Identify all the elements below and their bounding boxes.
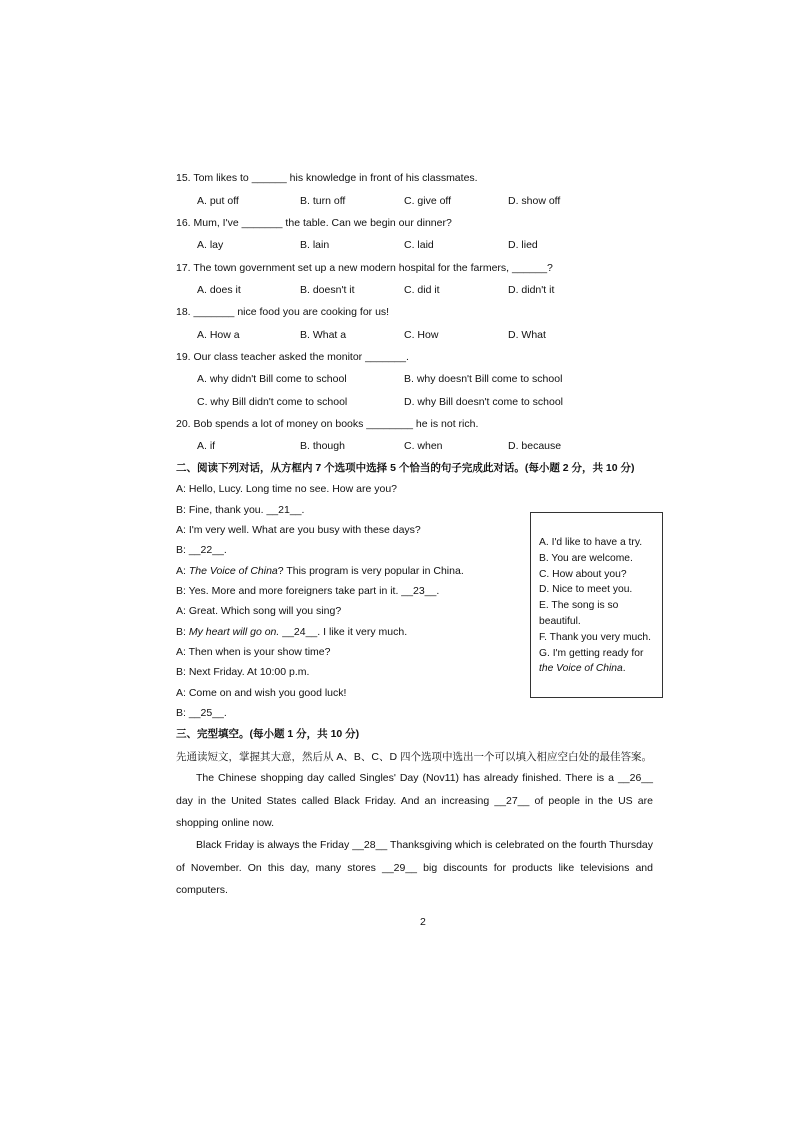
dialogue-line — [176, 625, 407, 639]
answer-blank: __29__ — [381, 861, 418, 874]
box-option-g — [539, 646, 656, 678]
dialogue-text: . — [223, 707, 227, 719]
question-16 — [176, 216, 452, 230]
option-d: D. show off — [508, 195, 561, 207]
answer-blank: __22__ — [188, 544, 224, 556]
answer-blank: __21__ — [266, 504, 302, 516]
dialogue-line: A: Then when is your show time? — [176, 646, 331, 658]
box-option-b: B. You are welcome. — [539, 552, 633, 564]
option-b: B. doesn't it — [300, 284, 355, 296]
answer-blank: ________ — [366, 418, 414, 430]
paragraph-text: of people in the US are shopping online now. — [176, 794, 653, 830]
dialogue-line — [176, 543, 227, 557]
question-stem: 15. Tom likes to — [176, 172, 252, 184]
option-a: A. put off — [197, 195, 239, 207]
dialogue-line — [176, 706, 227, 720]
answer-blank: __25__ — [188, 707, 224, 719]
question-19 — [176, 350, 409, 364]
section-3-instruction: 先通读短文，掌握其大意，然后从 A、B、C、D 四个选项中选出一个可以填入相应空白处的最佳答案。 — [176, 751, 653, 763]
dialogue-text: A: — [176, 565, 189, 577]
box-option-c: C. How about you? — [539, 568, 627, 580]
question-15 — [176, 171, 478, 185]
question-stem: 20. Bob spends a lot of money on books — [176, 418, 367, 430]
question-17 — [176, 261, 553, 275]
page-number: 2 — [420, 916, 426, 928]
option-a: A. if — [197, 440, 216, 452]
dialogue-text: . — [436, 585, 440, 597]
answer-blank: __28__ — [352, 839, 388, 851]
option-c: C. laid — [404, 239, 434, 251]
answer-blank: ______ — [512, 262, 548, 274]
dialogue-text: ? This program is very popular in China. — [277, 565, 464, 577]
answer-blank: _______ — [193, 306, 235, 318]
dialogue-line — [176, 503, 304, 517]
option-c: C. give off — [404, 195, 452, 207]
question-stem: 16. Mum, I've — [176, 217, 242, 229]
dialogue-line: B: Next Friday. At 10:00 p.m. — [176, 666, 310, 678]
options-box — [530, 512, 663, 698]
option-b: B. What a — [300, 329, 347, 341]
section-3-title: 三、完型填空。(每小题 1 分，共 10 分) — [176, 728, 360, 740]
dialogue-text: . I like it very much. — [317, 626, 408, 638]
question-stem: 17. The town government set up a new modern hospital for the farmers, — [176, 262, 512, 274]
question-stem: he is not rich. — [413, 418, 479, 430]
paragraph-text: day in the United States called Black Friday. And an increasing — [176, 794, 495, 807]
answer-blank: __26__ — [617, 772, 653, 784]
option-b: B. though — [300, 440, 345, 452]
answer-blank: __23__ — [401, 585, 437, 597]
dialogue-text: B: — [176, 626, 189, 638]
option-d: D. lied — [508, 239, 538, 251]
question-stem: nice food you are cooking for us! — [234, 306, 390, 318]
question-stem: . — [405, 351, 409, 363]
dialogue-line — [176, 584, 439, 598]
box-option-d: D. Nice to meet you. — [539, 584, 633, 596]
dialogue-text: . — [223, 544, 227, 556]
question-18 — [176, 305, 389, 319]
question-stem: 18. — [176, 306, 194, 318]
dialogue-text: B: — [176, 544, 189, 556]
box-option-f: F. Thank you very much. — [539, 631, 651, 643]
box-option-a: A. I'd like to have a try. — [539, 537, 643, 548]
option-b: B. why doesn't Bill come to school — [404, 373, 563, 385]
song-title: My heart will go on. — [188, 626, 280, 638]
option-a: A. lay — [197, 239, 224, 251]
dialogue-line: A: Hello, Lucy. Long time no see. How are you? — [176, 483, 398, 495]
section-2-title: 二、阅读下列对话，从方框内 7 个选项中选择 5 个恰当的句子完成此对话。(每小题 2 分，共 10 分) — [176, 462, 635, 474]
answer-blank: ______ — [251, 172, 287, 184]
dialogue-line: A: I'm very well. What are you busy with these days? — [176, 524, 421, 536]
box-option-text: G. I'm getting ready for — [539, 647, 644, 659]
cloze-paragraph-1 — [176, 767, 653, 835]
question-20 — [176, 417, 478, 431]
option-d: D. What — [508, 329, 546, 341]
box-option-e: E. The song is so beautiful. — [539, 600, 619, 627]
paragraph-text: big discounts for products like televisions and computers. — [176, 861, 653, 897]
option-c: C. did it — [404, 284, 440, 296]
option-d: D. because — [508, 440, 562, 452]
answer-blank: _______ — [241, 217, 283, 229]
option-d: D. didn't it — [508, 284, 555, 296]
question-stem: 19. Our class teacher asked the monitor — [176, 351, 366, 363]
dialogue-line: A: Come on and wish you good luck! — [176, 687, 347, 699]
option-c: C. when — [404, 440, 443, 452]
dialogue-text: B: Yes. More and more foreigners take part in it. — [176, 585, 402, 597]
question-stem: ? — [547, 262, 553, 274]
answer-blank: __27__ — [494, 794, 530, 807]
paragraph-text: Thanksgiving which is celebrated on the fourth Thursday of November. On this day, many stores — [176, 839, 653, 874]
option-c: C. How — [404, 329, 439, 341]
question-stem: his knowledge in front of his classmates. — [286, 172, 478, 184]
program-name: The Voice of China — [188, 565, 278, 577]
question-stem: the table. Can we begin our dinner? — [282, 217, 452, 229]
option-b: B. turn off — [300, 195, 346, 207]
dialogue-text: B: — [176, 707, 189, 719]
program-name: the Voice of China — [539, 663, 623, 675]
option-b: B. lain — [300, 239, 330, 251]
option-a: A. does it — [197, 284, 241, 296]
option-c: C. why Bill didn't come to school — [197, 396, 348, 408]
dialogue-line — [176, 564, 464, 578]
answer-blank: _______ — [365, 351, 406, 363]
option-a: A. How a — [197, 329, 240, 341]
paragraph-text: The Chinese shopping day called Singles' Day (Nov11) has already finished. There is a — [196, 772, 618, 784]
dialogue-text: . — [301, 504, 305, 516]
box-option-text: . — [622, 663, 626, 675]
option-a: A. why didn't Bill come to school — [197, 373, 347, 385]
option-d: D. why Bill doesn't come to school — [404, 396, 563, 408]
dialogue-line: A: Great. Which song will you sing? — [176, 605, 342, 617]
paragraph-text: Black Friday is always the Friday — [196, 839, 353, 851]
cloze-paragraph-2 — [176, 834, 653, 902]
answer-blank: __24__ — [282, 626, 318, 638]
dialogue-text: B: Fine, thank you. — [176, 504, 267, 516]
